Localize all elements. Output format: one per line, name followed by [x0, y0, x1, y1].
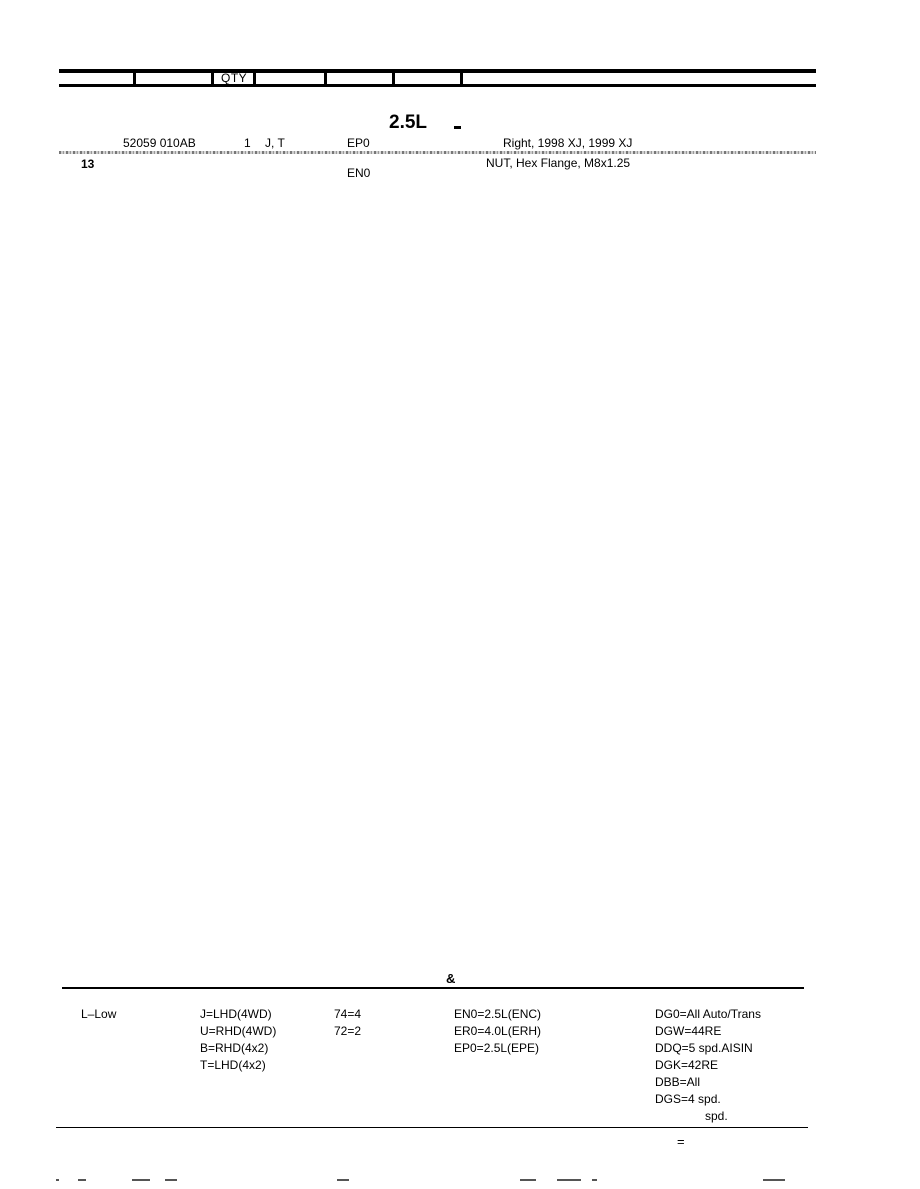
header-rule-top	[59, 69, 816, 73]
footer-rule	[56, 1127, 808, 1128]
row-separator	[59, 151, 816, 154]
part-description: NUT, Hex Flange, M8x1.25	[486, 156, 631, 170]
section-title: 2.5L	[389, 112, 428, 133]
column-divider	[460, 69, 463, 87]
legend-entry: spd.	[705, 1109, 728, 1123]
legend-column-5	[655, 1006, 761, 1125]
legend-entry: EP0=2.5L(EPE)	[454, 1041, 540, 1055]
scan-artifact	[165, 1179, 177, 1181]
footer-symbol: =	[677, 1134, 685, 1149]
body-codes: J, T	[265, 136, 285, 150]
legend-column-1	[81, 1006, 116, 1023]
legend-entry: L–Low	[81, 1007, 117, 1021]
legend-column-4	[454, 1006, 541, 1057]
legend-entry: DDQ=5 spd.AISIN	[655, 1041, 753, 1055]
engine-code: EN0	[347, 166, 371, 180]
legend-entry: T=LHD(4x2)	[200, 1058, 266, 1072]
column-divider	[211, 69, 214, 87]
quantity: 1	[244, 136, 251, 150]
title-dash	[454, 126, 461, 129]
qty-column-header: QTY	[221, 71, 248, 85]
part-number: 52059 010AB	[123, 136, 196, 150]
column-divider	[133, 69, 136, 87]
scan-artifact	[520, 1179, 536, 1181]
header-rule-bottom	[59, 84, 816, 87]
legend-entry: DGS=4 spd.	[655, 1092, 721, 1106]
legend-entry: B=RHD(4x2)	[200, 1041, 269, 1055]
column-divider	[392, 69, 395, 87]
scan-artifact	[132, 1179, 150, 1181]
legend-entry: J=LHD(4WD)	[200, 1007, 272, 1021]
scan-artifact	[763, 1179, 785, 1181]
legend-entry: DBB=All	[655, 1075, 701, 1089]
legend-entry: 74=4	[334, 1007, 362, 1021]
legend-rule	[62, 987, 804, 989]
part-description: Right, 1998 XJ, 1999 XJ	[503, 136, 633, 150]
scan-artifact	[592, 1179, 597, 1181]
legend-entry: DGW=44RE	[655, 1024, 722, 1038]
legend-separator: &	[446, 971, 456, 986]
legend-entry: EN0=2.5L(ENC)	[454, 1007, 542, 1021]
column-divider	[324, 69, 327, 87]
item-number: 13	[81, 157, 95, 171]
scan-artifact	[78, 1179, 86, 1181]
legend-entry: DGK=42RE	[655, 1058, 719, 1072]
legend-entry: 72=2	[334, 1024, 362, 1038]
legend-entry: DG0=All Auto/Trans	[655, 1007, 761, 1021]
scan-artifact	[557, 1179, 581, 1181]
scan-artifact	[56, 1179, 59, 1181]
scan-artifact	[337, 1179, 349, 1181]
legend-column-2	[200, 1006, 276, 1074]
legend-entry: ER0=4.0L(ERH)	[454, 1024, 542, 1038]
legend-entry: U=RHD(4WD)	[200, 1024, 277, 1038]
column-divider	[253, 69, 256, 87]
legend-column-3	[334, 1006, 361, 1040]
engine-code: EP0	[347, 136, 370, 150]
